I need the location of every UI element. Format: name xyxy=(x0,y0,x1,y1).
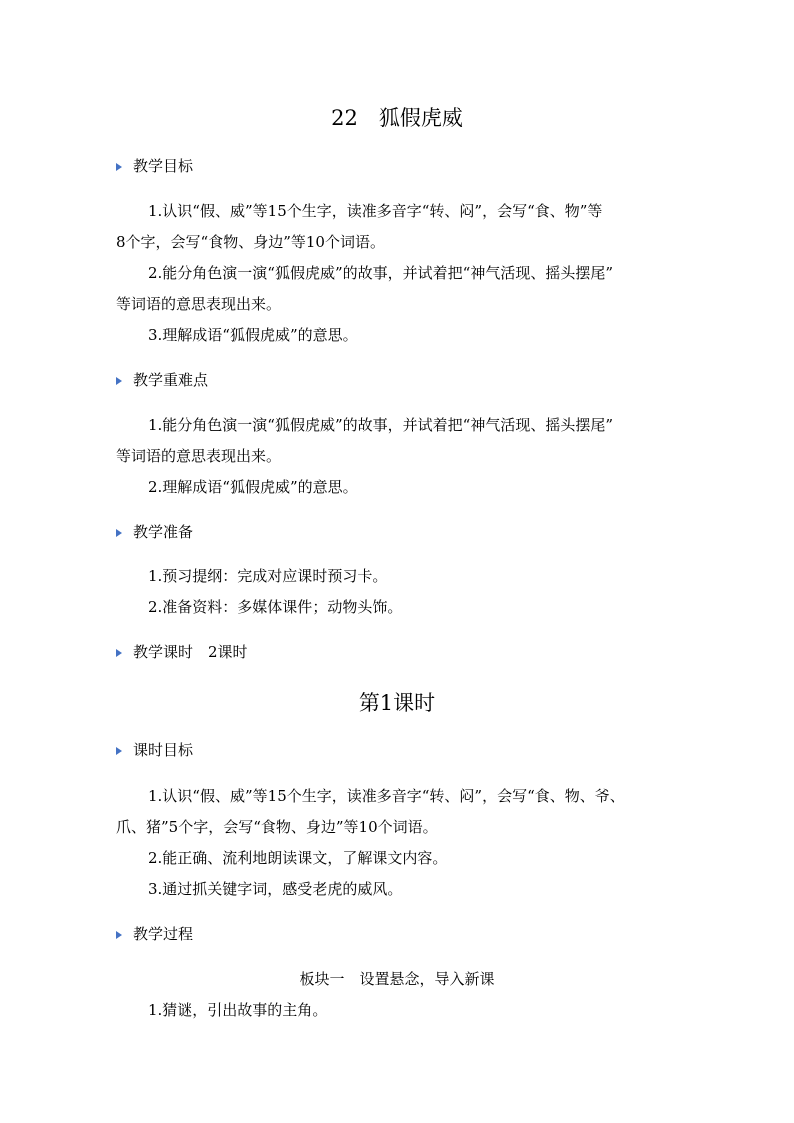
section-heading-preparation xyxy=(116,525,193,540)
lesson-title: 22 狐假虎威 xyxy=(331,106,463,130)
section-heading-label: 教学准备 xyxy=(133,523,194,541)
section-heading-label: 教学过程 xyxy=(133,925,194,943)
paragraph-line: 2.准备资料：多媒体课件；动物头饰。 xyxy=(148,598,403,616)
paragraph-line: 等词语的意思表现出来。 xyxy=(116,447,282,465)
section-heading-teaching-goals xyxy=(116,159,193,174)
section-heading-label: 教学课时 2课时 xyxy=(133,643,248,661)
section-heading-key-difficulties xyxy=(116,373,208,388)
paragraph-line: 3.理解成语“狐假虎威”的意思。 xyxy=(148,326,358,344)
paragraph-line: 1.能分角色演一演“狐假虎威”的故事，并试着把“神气活现、摇头摆尾” xyxy=(148,416,613,434)
section-heading-label: 教学目标 xyxy=(133,157,194,175)
triangle-right-icon xyxy=(116,377,122,385)
triangle-right-icon xyxy=(116,931,122,939)
paragraph-line: 8个字，会写“食物、身边”等10个词语。 xyxy=(116,233,385,251)
triangle-right-icon xyxy=(116,163,122,171)
lesson-period-title: 第1课时 xyxy=(358,691,436,715)
section-heading-period-goals xyxy=(116,743,193,758)
paragraph-line: 3.通过抓关键字词，感受老虎的威风。 xyxy=(148,880,403,898)
paragraph-line: 1.猜谜，引出故事的主角。 xyxy=(148,1001,328,1019)
paragraph-line: 2.能正确、流利地朗读课文，了解课文内容。 xyxy=(148,849,448,867)
paragraph-line: 1.认识“假、威”等15个生字，读准多音字“转、闷”，会写“食、物”等 xyxy=(148,202,603,220)
section-heading-class-hours xyxy=(116,645,248,660)
block-title: 板块一 设置悬念，导入新课 xyxy=(299,970,495,988)
paragraph-line: 1.预习提纲：完成对应课时预习卡。 xyxy=(148,567,388,585)
section-heading-label: 教学重难点 xyxy=(133,371,209,389)
section-heading-label: 课时目标 xyxy=(133,741,194,759)
section-heading-teaching-process xyxy=(116,927,193,942)
paragraph-line: 等词语的意思表现出来。 xyxy=(116,295,282,313)
triangle-right-icon xyxy=(116,649,122,657)
triangle-right-icon xyxy=(116,529,122,537)
paragraph-line: 1.认识“假、威”等15个生字，读准多音字“转、闷”，会写“食、物、爷、 xyxy=(148,787,625,805)
paragraph-line: 2.能分角色演一演“狐假虎威”的故事，并试着把“神气活现、摇头摆尾” xyxy=(148,264,613,282)
triangle-right-icon xyxy=(116,747,122,755)
paragraph-line: 2.理解成语“狐假虎威”的意思。 xyxy=(148,478,358,496)
paragraph-line: 爪、猪”5个字，会写“食物、身边”等10个词语。 xyxy=(116,818,438,836)
